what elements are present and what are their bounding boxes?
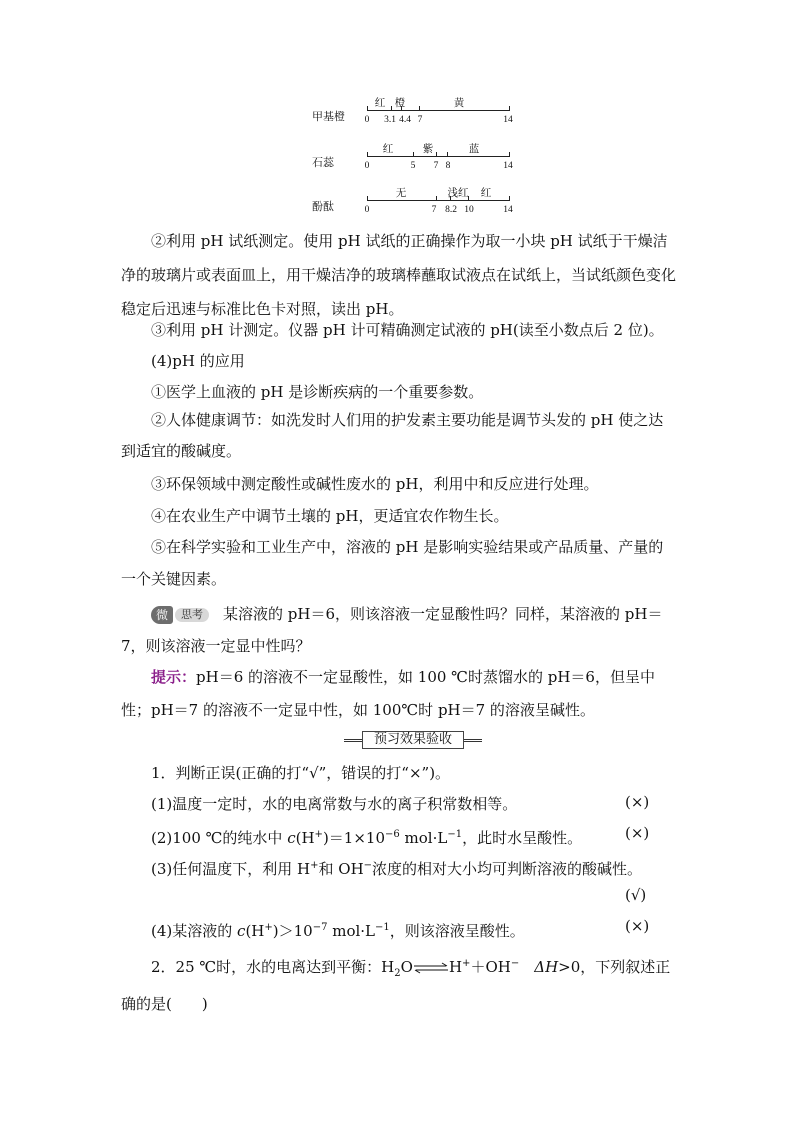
scale-tick	[367, 196, 368, 201]
tick-label: 0	[364, 115, 370, 125]
indicator-name: 石蕊	[312, 156, 334, 169]
tick-label: 14	[503, 115, 513, 125]
q1-stem: 1．判断正误(正确的打“√”，错误的打“×”)。	[151, 764, 451, 782]
q1-item-4: (4)某溶液的 $c(H^+)>10^{-7}$ $mol\cdot L^{-1}$，则该溶液呈酸性。	[151, 922, 525, 940]
paragraph-industry: ⑤在科学实验和工业生产中，溶液的 pH 是影响实验结果或产品质量、产量的一个关键因素。	[121, 538, 664, 588]
tick-label: 7	[431, 205, 437, 215]
paragraph-health: ②人体健康调节：如洗发时人们用的护发素主要功能是调节头发的 pH 使之达到适宜的酸碱度。	[121, 411, 664, 460]
paragraph-ph-meter: ③利用 pH 计测定。仪器 pH 计可精确测定试液的 pH(读至小数点后 2 位)。	[151, 321, 664, 339]
tick-label: 8	[445, 161, 451, 171]
scale-tick	[367, 152, 368, 157]
tick-label: 7	[433, 161, 439, 171]
scale-tick	[447, 152, 448, 157]
paragraph-ph-application-heading: (4)pH 的应用	[151, 352, 245, 370]
q1-item-4-answer: (×)	[625, 917, 650, 935]
q1-item-1: (1)温度一定时，水的电离常数与水的离子积常数相等。	[151, 795, 518, 813]
scale-line	[367, 110, 509, 111]
paragraph-medical: ①医学上血液的 pH 是诊断疾病的一个重要参数。	[151, 383, 484, 401]
indicator-name: 酚酞	[312, 200, 334, 213]
tick-label: 0	[364, 161, 370, 171]
q1-item-3: (3)任何温度下，利用 H+和 OH−浓度的相对大小均可判断溶液的酸碱性。	[151, 860, 643, 878]
color-label: 红	[382, 143, 394, 155]
tick-label: 14	[503, 205, 513, 215]
scale-tick	[367, 106, 368, 111]
color-label: 蓝	[468, 143, 480, 155]
indicator-scale-phenolphthalein	[312, 186, 522, 220]
paragraph-ph-paper: ②利用 pH 试纸测定。使用 pH 试纸的正确操作为取一小块 pH 试纸于干燥洁净的玻璃片或表面皿上，用干燥洁净的玻璃棒蘸取试液点在试纸上，当试纸颜色变化稳定后迅速与标准比色卡对照，读出 pH。	[121, 232, 677, 318]
paragraph-environment: ③环保领域中测定酸性或碱性废水的 pH，利用中和反应进行处理。	[151, 475, 599, 493]
scale-tick	[436, 196, 437, 201]
color-label: 紫	[422, 143, 434, 155]
tick-label: 4.4	[399, 115, 411, 125]
q1-item-2-answer: (×)	[625, 824, 650, 842]
equilibrium-arrow-icon	[413, 962, 449, 974]
scale-tick	[413, 152, 414, 157]
indicator-scale-litmus	[312, 142, 522, 176]
scale-line	[367, 156, 509, 157]
paragraph-agriculture: ④在农业生产中调节土壤的 pH，更适宜农作物生长。	[151, 507, 509, 525]
tick-label: 0	[364, 205, 370, 215]
tick-label: 3.1	[384, 115, 396, 125]
q1-item-2: (2)100 ℃的纯水中 $c(H^+)=1\times 10^{-6}$ $mol\cdot L^{-1}$，此时水呈酸性。	[151, 829, 583, 847]
tick-label: 10	[464, 205, 474, 215]
think-tip	[121, 661, 677, 727]
scale-tick	[401, 106, 402, 111]
color-label: 浅红	[447, 187, 469, 199]
think-badge-icon: 微 思考	[151, 606, 209, 624]
section-header	[344, 731, 482, 749]
tick-label: 7	[417, 115, 423, 125]
scale-tick	[391, 106, 392, 111]
tip-label: 提示：	[151, 668, 197, 686]
color-label: 黄	[453, 97, 465, 109]
scale-tick	[450, 196, 451, 201]
think-question: 微 思考 某溶液的 pH＝6，则该溶液一定显酸性吗？同样，某溶液的 pH＝7，则该溶液一定显中性吗？	[121, 605, 663, 655]
color-label: 红	[480, 187, 492, 199]
color-label: 红	[374, 97, 386, 109]
tip-text: pH＝6 的溶液不一定显酸性，如 100 ℃时蒸馏水的 pH＝6，但呈中性；pH＝7 的溶液不一定显中性，如 100℃时 pH＝7 的溶液呈碱性。	[121, 668, 655, 719]
scale-tick	[436, 152, 437, 157]
indicator-name: 甲基橙	[312, 110, 345, 123]
q1-item-3-answer: (√)	[625, 886, 647, 904]
scale-tick	[509, 196, 510, 201]
indicator-scale-methyl-orange	[312, 96, 522, 130]
scale-line	[367, 200, 509, 201]
scale-tick	[468, 196, 469, 201]
tick-label: 8.2	[445, 205, 457, 215]
tick-label: 5	[410, 161, 416, 171]
color-label: 橙	[394, 97, 406, 109]
color-label: 无	[395, 187, 407, 199]
scale-tick	[509, 106, 510, 111]
scale-tick	[419, 106, 420, 111]
tick-label: 14	[503, 161, 513, 171]
q1-item-1-answer: (×)	[625, 793, 650, 811]
section-title: 预习效果验收	[362, 731, 464, 749]
q2-stem: 2．25 ℃时，水的电离达到平衡：$H_2O$ H+＋OH− ΔH>0，下列叙述正确的是( )	[121, 958, 671, 1013]
scale-tick	[509, 152, 510, 157]
